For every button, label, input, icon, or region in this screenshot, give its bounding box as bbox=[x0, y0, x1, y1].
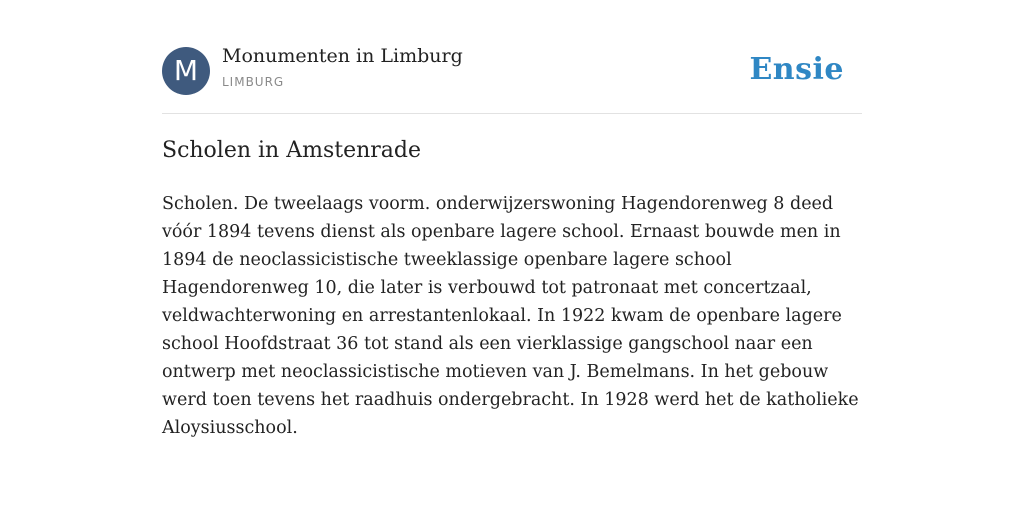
header bbox=[162, 0, 862, 114]
content-container bbox=[162, 0, 862, 438]
avatar[interactable]: M bbox=[162, 47, 210, 95]
article-body: Scholen. De tweelaags voorm. onderwijzerswoning Hagendorenweg 8 deed vóór 1894 tevens dienst als openbare lagere school. Ernaast bouwde men in 1894 de neoclassicistische tweeklassige openbare lagere school Hagendorenweg 10, die later is verbouwd tot patronaat met concertzaal, veldwachterwoning en arrestantenlokaal. In 1922 kwam de openbare lagere school Hoofdstraat 36 tot stand als een vierklassige gangschool naar een ontwerp met neoclassicistische motieven van J. Bemelmans. In het gebouw werd toen tevens het raadhuis ondergebracht. In 1928 werd het de katholieke Aloysiusschool. bbox=[162, 194, 859, 438]
source-subtitle[interactable]: LIMBURG bbox=[222, 75, 285, 89]
article-title: Scholen in Amstenrade bbox=[162, 138, 422, 163]
brand-logo[interactable]: Ensie bbox=[749, 52, 844, 87]
source-title[interactable]: Monumenten in Limburg bbox=[222, 45, 463, 67]
